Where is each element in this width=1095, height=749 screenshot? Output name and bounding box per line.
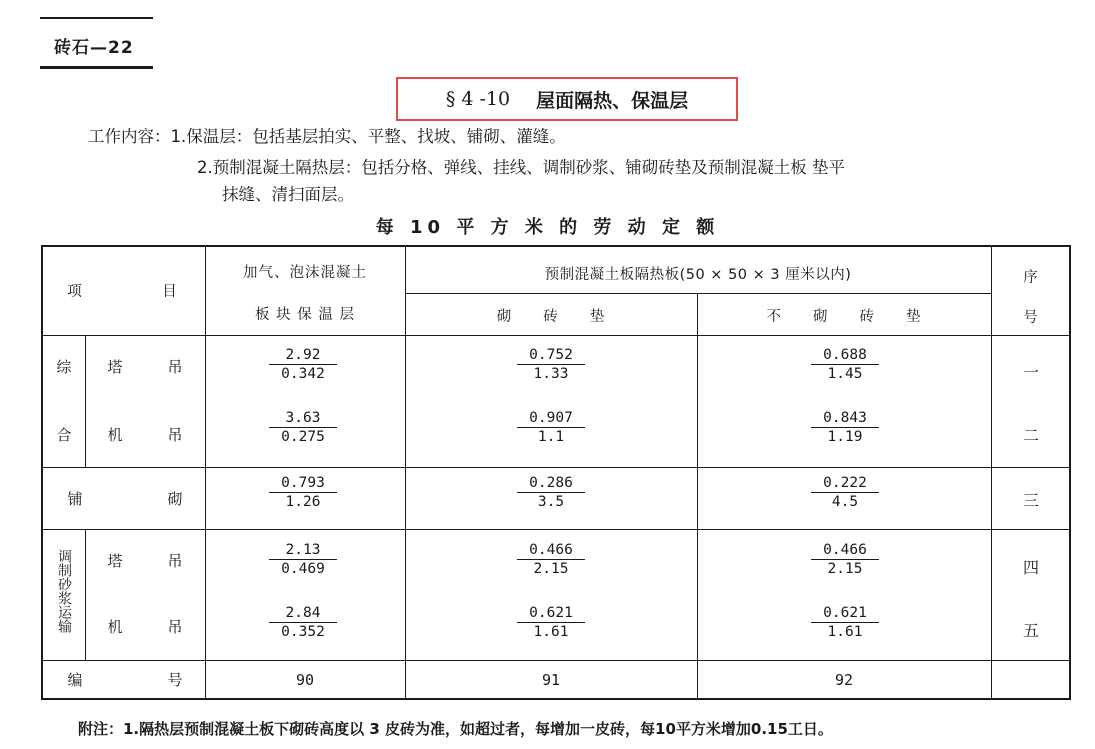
label-comprehensive-a: 综 xyxy=(56,357,72,376)
quota-time-value: 0.466 xyxy=(811,542,879,560)
quota-output-value: 1.26 xyxy=(285,494,321,510)
header-rule-top xyxy=(40,17,153,19)
quota-fraction xyxy=(269,410,337,445)
code-col2: 91 xyxy=(541,671,561,689)
work-content-line-3: 抹缝、清扫面层。 xyxy=(222,185,354,204)
row-serial: 二 xyxy=(1022,426,1039,445)
quota-fraction xyxy=(269,542,337,577)
quota-fraction xyxy=(811,542,879,577)
quota-fraction xyxy=(811,347,879,382)
quota-output-value: 1.1 xyxy=(537,429,565,445)
work-content-line-1: 工作内容：1.保温层：包括基层拍实、平整、找坡、铺砌、灌缝。 xyxy=(88,127,566,146)
quota-output-value: 2.15 xyxy=(827,561,863,577)
label-mortar-transport: 调制砂浆运输 xyxy=(56,549,72,633)
quota-output-value: 2.15 xyxy=(533,561,569,577)
header-serial-bottom: 号 xyxy=(1023,309,1039,326)
rule-before-code xyxy=(43,660,1069,661)
quota-fraction xyxy=(811,475,879,510)
quota-time-value: 2.84 xyxy=(269,605,337,623)
row-serial: 五 xyxy=(1022,621,1039,640)
quota-fraction xyxy=(269,475,337,510)
quota-output-value: 4.5 xyxy=(831,494,859,510)
quota-output-value: 1.19 xyxy=(827,429,863,445)
work-content-line-2: 2.预制混凝土隔热层：包括分格、弹线、挂线、调制砂浆、铺砌砖垫及预制混凝土板 垫平 xyxy=(197,158,845,177)
row-serial: 四 xyxy=(1022,558,1039,577)
header-col1-line1: 加气、泡沫混凝土 xyxy=(243,264,367,281)
table-title: 每 10 平 方 米 的 劳 动 定 额 xyxy=(375,217,720,238)
rule-after-lay xyxy=(43,529,1069,530)
row-serial: 一 xyxy=(1022,363,1039,382)
quota-fraction xyxy=(269,347,337,382)
quota-fraction xyxy=(811,605,879,640)
quota-time-value: 0.793 xyxy=(269,475,337,493)
label-code-left: 编 xyxy=(67,670,83,689)
header-col1-line2: 板 块 保 温 层 xyxy=(255,306,355,323)
quota-time-value: 3.63 xyxy=(269,410,337,428)
header-item-right: 目 xyxy=(162,283,178,300)
quota-fraction xyxy=(517,605,585,640)
label-tower-1: 塔 xyxy=(107,357,123,376)
quota-output-value: 1.33 xyxy=(533,366,569,382)
label-comprehensive-b: 合 xyxy=(56,425,72,444)
footnote: 附注：1.隔热层预制混凝土板下砌砖高度以 3 皮砖为准，如超过者，每增加一皮砖，每10平方米增加0.15工日。 xyxy=(78,720,833,738)
section-heading xyxy=(396,77,738,121)
quota-time-value: 0.752 xyxy=(517,347,585,365)
rule-after-group1 xyxy=(43,467,1069,468)
quota-output-value: 0.469 xyxy=(281,561,325,577)
page-label: 砖石—22 xyxy=(54,38,134,58)
label-rule-g3 xyxy=(85,529,86,660)
label-code-right: 号 xyxy=(167,670,183,689)
quota-time-value: 0.621 xyxy=(517,605,585,623)
quota-fraction xyxy=(811,410,879,445)
label-lay-right: 砌 xyxy=(167,489,183,508)
label-machine-2: 机 xyxy=(107,425,123,444)
quota-time-value: 0.286 xyxy=(517,475,585,493)
code-col3: 92 xyxy=(834,671,854,689)
quota-output-value: 1.61 xyxy=(827,624,863,640)
label-rule-g1 xyxy=(85,335,86,467)
quota-time-value: 0.466 xyxy=(517,542,585,560)
quota-output-value: 3.5 xyxy=(537,494,565,510)
header-group: 预制混凝土板隔热板(50 × 50 × 3 厘米以内) xyxy=(544,266,852,283)
label-crane-4: 吊 xyxy=(167,551,183,570)
quota-fraction xyxy=(517,542,585,577)
label-crane-2: 吊 xyxy=(167,425,183,444)
quota-time-value: 0.843 xyxy=(811,410,879,428)
quota-output-value: 0.342 xyxy=(281,366,325,382)
quota-output-value: 1.61 xyxy=(533,624,569,640)
section-number: § 4 -10 xyxy=(445,88,511,110)
label-crane-5: 吊 xyxy=(167,617,183,636)
label-lay-left: 铺 xyxy=(67,489,83,508)
col-rule-3 xyxy=(697,293,698,698)
header-rule-bottom xyxy=(40,66,153,69)
quota-output-value: 0.352 xyxy=(281,624,325,640)
code-col1: 90 xyxy=(295,671,315,689)
quota-time-value: 2.13 xyxy=(269,542,337,560)
quota-time-value: 0.621 xyxy=(811,605,879,623)
label-tower-4: 塔 xyxy=(107,551,123,570)
quota-fraction xyxy=(517,475,585,510)
quota-fraction xyxy=(517,347,585,382)
label-machine-5: 机 xyxy=(107,617,123,636)
rule-header-bottom xyxy=(43,335,1069,336)
quota-time-value: 0.688 xyxy=(811,347,879,365)
row-serial: 三 xyxy=(1022,491,1039,510)
section-title: 屋面隔热、保温层 xyxy=(536,89,689,112)
quota-time-value: 2.92 xyxy=(269,347,337,365)
header-col3: 不 砌 砖 垫 xyxy=(766,308,922,325)
label-crane-1: 吊 xyxy=(167,357,183,376)
quota-fraction xyxy=(517,410,585,445)
rule-group-header xyxy=(405,293,991,294)
header-serial-top: 序 xyxy=(1023,269,1039,286)
quota-output-value: 1.45 xyxy=(827,366,863,382)
header-col2: 砌 砖 垫 xyxy=(496,308,606,325)
quota-fraction xyxy=(269,605,337,640)
header-item-left: 项 xyxy=(67,283,83,300)
quota-output-value: 0.275 xyxy=(281,429,325,445)
quota-time-value: 0.907 xyxy=(517,410,585,428)
quota-time-value: 0.222 xyxy=(811,475,879,493)
